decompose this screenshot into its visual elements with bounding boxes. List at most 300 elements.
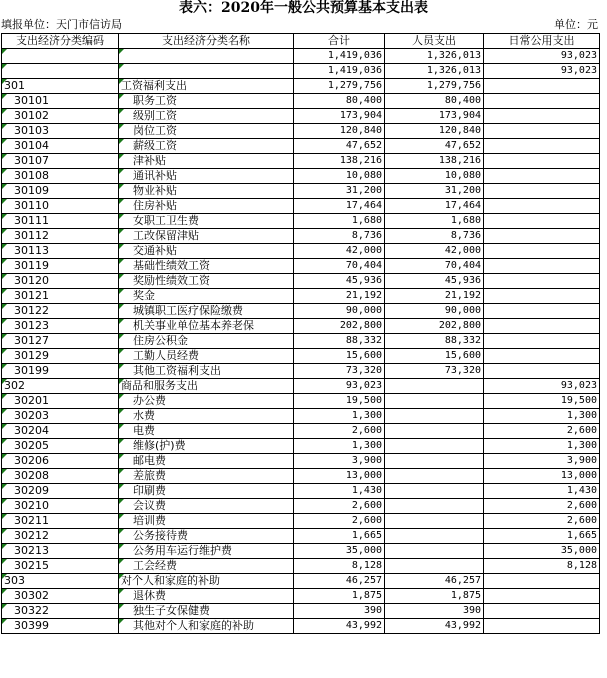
cell-marker-icon — [119, 364, 124, 369]
row-code-text: 30111 — [14, 214, 49, 227]
row-personnel-text: 173,904 — [438, 110, 481, 121]
row-name — [119, 109, 294, 124]
row-total-text: 138,216 — [339, 155, 382, 166]
row-code-text: 30399 — [14, 619, 49, 632]
table-row — [2, 484, 600, 499]
row-public — [484, 64, 600, 79]
cell-marker-icon — [119, 304, 124, 309]
row-code-text: 30212 — [14, 529, 49, 542]
row-total — [294, 544, 385, 559]
row-personnel — [385, 394, 484, 409]
row-total — [294, 514, 385, 529]
row-public-text: 35,000 — [560, 545, 597, 556]
row-code-text: 30112 — [14, 229, 49, 242]
row-code — [2, 169, 119, 184]
cell-marker-icon — [119, 169, 124, 174]
row-personnel-text: 1,680 — [450, 215, 481, 226]
row-name-text: 工改保留津贴 — [133, 229, 199, 242]
cell-marker-icon — [2, 139, 7, 144]
row-personnel — [385, 604, 484, 619]
row-public — [484, 49, 600, 64]
row-total-text: 73,320 — [345, 365, 382, 376]
cell-marker-icon — [2, 424, 7, 429]
row-code — [2, 259, 119, 274]
row-total-text: 46,257 — [345, 575, 382, 586]
row-public — [484, 619, 600, 634]
row-public — [484, 424, 600, 439]
row-code-text: 30204 — [14, 424, 49, 437]
row-public-text: 2,600 — [566, 425, 597, 436]
row-name — [119, 379, 294, 394]
row-name — [119, 274, 294, 289]
row-name-text: 级别工资 — [133, 109, 177, 122]
row-name-text: 工勤人员经费 — [133, 349, 199, 362]
cell-marker-icon — [2, 529, 7, 534]
cell-marker-icon — [119, 439, 124, 444]
row-personnel — [385, 169, 484, 184]
row-total — [294, 604, 385, 619]
table-row — [2, 454, 600, 469]
row-total — [294, 559, 385, 574]
row-personnel — [385, 199, 484, 214]
table-row — [2, 64, 600, 79]
row-name — [119, 244, 294, 259]
row-personnel-text: 88,332 — [444, 335, 481, 346]
row-public — [484, 79, 600, 94]
cell-marker-icon — [119, 334, 124, 339]
row-name — [119, 529, 294, 544]
cell-marker-icon — [119, 394, 124, 399]
row-total-text: 1,300 — [351, 410, 382, 421]
row-personnel-text: 21,192 — [444, 290, 481, 301]
row-public — [484, 319, 600, 334]
table-row — [2, 304, 600, 319]
row-total — [294, 229, 385, 244]
row-code — [2, 559, 119, 574]
table-row — [2, 109, 600, 124]
row-total-text: 390 — [363, 605, 382, 616]
cell-marker-icon — [2, 394, 7, 399]
row-personnel — [385, 469, 484, 484]
row-personnel — [385, 94, 484, 109]
row-code — [2, 454, 119, 469]
row-name-text: 差旅费 — [133, 469, 166, 482]
row-name — [119, 604, 294, 619]
row-code-text: 30211 — [14, 514, 49, 527]
cell-marker-icon — [2, 559, 7, 564]
row-total-text: 90,000 — [345, 305, 382, 316]
row-public — [484, 544, 600, 559]
cell-marker-icon — [119, 124, 124, 129]
row-name — [119, 469, 294, 484]
cell-marker-icon — [119, 379, 124, 384]
cell-marker-icon — [2, 409, 7, 414]
row-name — [119, 334, 294, 349]
row-name — [119, 454, 294, 469]
row-total-text: 1,430 — [351, 485, 382, 496]
row-total-text: 8,128 — [351, 560, 382, 571]
row-code-text: 30107 — [14, 154, 49, 167]
row-total — [294, 499, 385, 514]
row-name — [119, 424, 294, 439]
row-total — [294, 154, 385, 169]
row-public-text: 3,900 — [566, 455, 597, 466]
row-personnel — [385, 124, 484, 139]
table-row — [2, 184, 600, 199]
row-public — [484, 394, 600, 409]
row-public — [484, 364, 600, 379]
row-personnel-text: 45,936 — [444, 275, 481, 286]
table-row — [2, 604, 600, 619]
row-name — [119, 214, 294, 229]
header-public: 日常公用支出 — [484, 34, 600, 49]
row-public — [484, 574, 600, 589]
row-total-text: 1,680 — [351, 215, 382, 226]
cell-marker-icon — [119, 424, 124, 429]
cell-marker-icon — [119, 259, 124, 264]
cell-marker-icon — [119, 529, 124, 534]
row-personnel-text: 138,216 — [438, 155, 481, 166]
row-public — [484, 124, 600, 139]
row-name-text: 工资福利支出 — [121, 79, 187, 92]
row-code-text: 30108 — [14, 169, 49, 182]
row-code-text: 30201 — [14, 394, 49, 407]
row-total — [294, 109, 385, 124]
row-total-text: 2,600 — [351, 425, 382, 436]
row-total — [294, 454, 385, 469]
row-name — [119, 154, 294, 169]
cell-marker-icon — [2, 94, 7, 99]
row-public — [484, 484, 600, 499]
row-total — [294, 94, 385, 109]
row-total-text: 88,332 — [345, 335, 382, 346]
row-personnel — [385, 409, 484, 424]
row-name — [119, 124, 294, 139]
cell-marker-icon — [119, 289, 124, 294]
row-total — [294, 289, 385, 304]
row-name-text: 会议费 — [133, 499, 166, 512]
row-name — [119, 544, 294, 559]
header-row — [2, 34, 600, 49]
row-personnel-text: 80,400 — [444, 95, 481, 106]
row-total-text: 19,500 — [345, 395, 382, 406]
row-public — [484, 154, 600, 169]
row-public-text: 2,600 — [566, 500, 597, 511]
row-personnel — [385, 574, 484, 589]
table-row — [2, 79, 600, 94]
row-public-text: 2,600 — [566, 515, 597, 526]
row-public — [484, 379, 600, 394]
row-code-text: 30209 — [14, 484, 49, 497]
row-total-text: 31,200 — [345, 185, 382, 196]
row-name — [119, 439, 294, 454]
row-code-text: 30205 — [14, 439, 49, 452]
cell-marker-icon — [2, 124, 7, 129]
cell-marker-icon — [119, 274, 124, 279]
row-code-text: 30122 — [14, 304, 49, 317]
cell-marker-icon — [119, 154, 124, 159]
cell-marker-icon — [119, 559, 124, 564]
row-code — [2, 214, 119, 229]
cell-marker-icon — [2, 274, 7, 279]
row-public — [484, 499, 600, 514]
row-name-text: 住房补贴 — [133, 199, 177, 212]
row-personnel — [385, 349, 484, 364]
row-code — [2, 244, 119, 259]
row-public — [484, 139, 600, 154]
table-row — [2, 424, 600, 439]
row-code — [2, 49, 119, 64]
row-name-text: 津补贴 — [133, 154, 166, 167]
row-total — [294, 274, 385, 289]
table-row — [2, 409, 600, 424]
row-code — [2, 139, 119, 154]
header-personnel: 人员支出 — [385, 34, 484, 49]
row-code — [2, 304, 119, 319]
row-name — [119, 409, 294, 424]
row-personnel — [385, 484, 484, 499]
cell-marker-icon — [2, 349, 7, 354]
row-code — [2, 124, 119, 139]
row-code-text: 30208 — [14, 469, 49, 482]
row-personnel-text: 1,326,013 — [426, 50, 481, 61]
row-name-text: 住房公积金 — [133, 334, 188, 347]
row-total-text: 8,736 — [351, 230, 382, 241]
cell-marker-icon — [2, 109, 7, 114]
row-code — [2, 529, 119, 544]
row-personnel-text: 90,000 — [444, 305, 481, 316]
table-row — [2, 289, 600, 304]
row-code-text: 30119 — [14, 259, 49, 272]
cell-marker-icon — [119, 319, 124, 324]
cell-marker-icon — [2, 439, 7, 444]
row-name-text: 商品和服务支出 — [121, 379, 198, 392]
row-total — [294, 574, 385, 589]
table-row — [2, 574, 600, 589]
row-total-text: 13,000 — [345, 470, 382, 481]
cell-marker-icon — [119, 139, 124, 144]
row-personnel — [385, 424, 484, 439]
row-personnel-text: 42,000 — [444, 245, 481, 256]
row-public — [484, 109, 600, 124]
row-name-text: 独生子女保健费 — [133, 604, 210, 617]
row-name — [119, 574, 294, 589]
row-public — [484, 604, 600, 619]
row-public — [484, 409, 600, 424]
row-total — [294, 169, 385, 184]
row-code — [2, 544, 119, 559]
row-code — [2, 274, 119, 289]
row-name-text: 退休费 — [133, 589, 166, 602]
header-name: 支出经济分类名称 — [119, 34, 294, 49]
row-name — [119, 64, 294, 79]
row-public — [484, 274, 600, 289]
row-code-text: 30110 — [14, 199, 49, 212]
cell-marker-icon — [119, 604, 124, 609]
table-row — [2, 379, 600, 394]
row-personnel-text: 70,404 — [444, 260, 481, 271]
row-total — [294, 124, 385, 139]
cell-marker-icon — [119, 499, 124, 504]
row-public — [484, 589, 600, 604]
row-total-text: 70,404 — [345, 260, 382, 271]
row-personnel — [385, 79, 484, 94]
cell-marker-icon — [119, 469, 124, 474]
row-public — [484, 469, 600, 484]
row-code — [2, 289, 119, 304]
row-total — [294, 334, 385, 349]
row-code — [2, 574, 119, 589]
row-personnel — [385, 109, 484, 124]
cell-marker-icon — [119, 349, 124, 354]
cell-marker-icon — [2, 319, 7, 324]
cell-marker-icon — [2, 454, 7, 459]
cell-marker-icon — [2, 154, 7, 159]
row-public-text: 13,000 — [560, 470, 597, 481]
row-code — [2, 229, 119, 244]
unit-row — [0, 18, 600, 32]
row-name — [119, 394, 294, 409]
cell-marker-icon — [2, 304, 7, 309]
cell-marker-icon — [119, 514, 124, 519]
cell-marker-icon — [119, 49, 124, 54]
row-personnel — [385, 244, 484, 259]
row-code — [2, 514, 119, 529]
row-total — [294, 49, 385, 64]
row-code-text: 30129 — [14, 349, 49, 362]
cell-marker-icon — [119, 214, 124, 219]
cell-marker-icon — [119, 484, 124, 489]
table-row — [2, 394, 600, 409]
row-code — [2, 439, 119, 454]
row-personnel-text: 10,080 — [444, 170, 481, 181]
row-code-text: 30121 — [14, 289, 49, 302]
row-public-text: 1,300 — [566, 440, 597, 451]
row-name — [119, 349, 294, 364]
row-name-text: 基础性绩效工资 — [133, 259, 210, 272]
table-row — [2, 49, 600, 64]
row-name-text: 物业补贴 — [133, 184, 177, 197]
row-total-text: 47,652 — [345, 140, 382, 151]
row-name-text: 岗位工资 — [133, 124, 177, 137]
row-total — [294, 349, 385, 364]
row-public — [484, 184, 600, 199]
row-total-text: 2,600 — [351, 515, 382, 526]
page-title: 表六：2020年一般公共预算基本支出表 — [179, 0, 428, 16]
cell-marker-icon — [2, 379, 7, 384]
cell-marker-icon — [2, 499, 7, 504]
row-public-text: 93,023 — [560, 380, 597, 391]
row-name-text: 机关事业单位基本养老保 — [133, 319, 254, 332]
cell-marker-icon — [2, 589, 7, 594]
row-public-text: 93,023 — [560, 50, 597, 61]
row-code-text: 30206 — [14, 454, 49, 467]
row-code — [2, 484, 119, 499]
row-personnel-text: 202,800 — [438, 320, 481, 331]
row-total — [294, 379, 385, 394]
row-code-text: 30127 — [14, 334, 49, 347]
row-total — [294, 424, 385, 439]
row-total — [294, 469, 385, 484]
cell-marker-icon — [119, 64, 124, 69]
row-total-text: 3,900 — [351, 455, 382, 466]
row-total — [294, 184, 385, 199]
cell-marker-icon — [2, 544, 7, 549]
row-total-text: 43,992 — [345, 620, 382, 631]
row-name — [119, 199, 294, 214]
row-personnel — [385, 619, 484, 634]
row-personnel — [385, 499, 484, 514]
row-personnel-text: 8,736 — [450, 230, 481, 241]
row-code-text: 30104 — [14, 139, 49, 152]
row-name-text: 公务接待费 — [133, 529, 188, 542]
table-row — [2, 334, 600, 349]
row-total-text: 45,936 — [345, 275, 382, 286]
row-code-text: 30123 — [14, 319, 49, 332]
cell-marker-icon — [2, 604, 7, 609]
row-code — [2, 409, 119, 424]
table-row — [2, 499, 600, 514]
row-total-text: 80,400 — [345, 95, 382, 106]
cell-marker-icon — [2, 64, 7, 69]
cell-marker-icon — [119, 574, 124, 579]
cell-marker-icon — [2, 259, 7, 264]
table-row — [2, 154, 600, 169]
row-public — [484, 559, 600, 574]
cell-marker-icon — [2, 49, 7, 54]
row-personnel-text: 73,320 — [444, 365, 481, 376]
row-total — [294, 244, 385, 259]
row-code — [2, 469, 119, 484]
cell-marker-icon — [2, 289, 7, 294]
row-total — [294, 529, 385, 544]
row-code-text: 30101 — [14, 94, 49, 107]
row-personnel — [385, 439, 484, 454]
row-name-text: 对个人和家庭的补助 — [121, 574, 220, 587]
table-row — [2, 349, 600, 364]
table-row — [2, 229, 600, 244]
row-name-text: 职务工资 — [133, 94, 177, 107]
row-total-text: 1,300 — [351, 440, 382, 451]
row-code-text: 30210 — [14, 499, 49, 512]
row-name-text: 办公费 — [133, 394, 166, 407]
table-row — [2, 274, 600, 289]
row-code — [2, 379, 119, 394]
row-public — [484, 94, 600, 109]
row-total-text: 1,665 — [351, 530, 382, 541]
row-total — [294, 589, 385, 604]
row-public — [484, 169, 600, 184]
table-row — [2, 439, 600, 454]
row-total — [294, 439, 385, 454]
row-public-text: 93,023 — [560, 65, 597, 76]
row-personnel — [385, 154, 484, 169]
cell-marker-icon — [119, 454, 124, 459]
row-name — [119, 229, 294, 244]
row-total — [294, 319, 385, 334]
row-name-text: 其他对个人和家庭的补助 — [133, 619, 254, 632]
row-public-text: 1,300 — [566, 410, 597, 421]
row-personnel — [385, 214, 484, 229]
row-total-text: 1,875 — [351, 590, 382, 601]
row-code-text: 30113 — [14, 244, 49, 257]
row-code-text: 30120 — [14, 274, 49, 287]
row-public — [484, 439, 600, 454]
row-code — [2, 349, 119, 364]
cell-marker-icon — [2, 619, 7, 624]
row-personnel — [385, 364, 484, 379]
row-personnel — [385, 454, 484, 469]
